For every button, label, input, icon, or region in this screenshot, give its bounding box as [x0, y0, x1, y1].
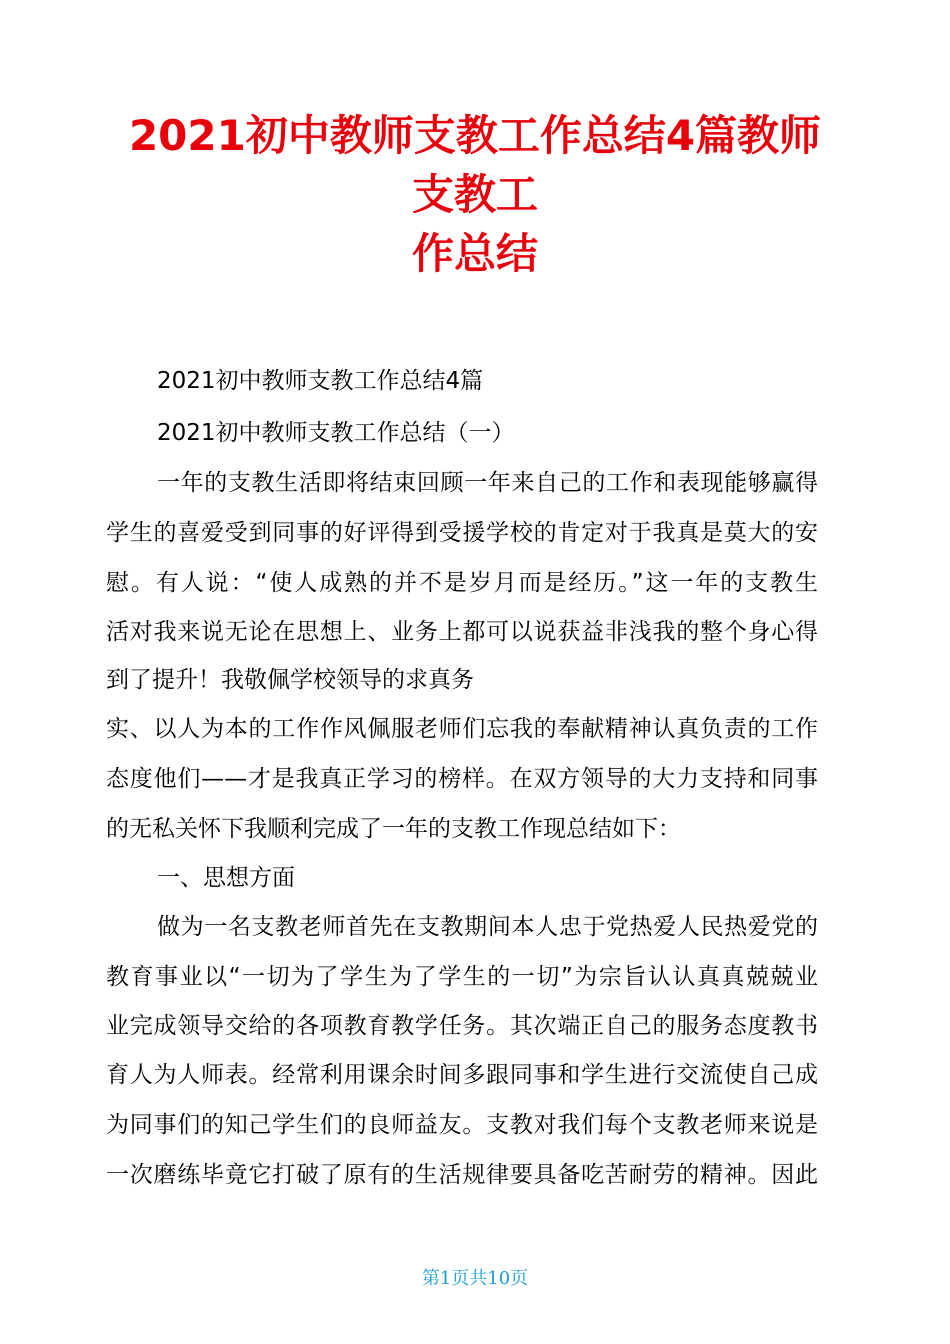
paragraph-line: 态度他们——才是我真正学习的榜样。在双方领导的大力支持和同事: [106, 766, 818, 792]
paragraph-line: 慰。有人说：“使人成熟的并不是岁月而是经历。”这一年的支教生: [106, 570, 818, 596]
document-subtitle: 2021初中教师支教工作总结4篇: [157, 368, 484, 394]
paragraph-line: 一年的支教生活即将结束回顾一年来自己的工作和表现能够赢得: [157, 470, 818, 496]
page-footer: 第1页共10页: [421, 1268, 529, 1289]
paragraph-line: 育人为人师表。经常利用课余时间多跟同事和学生进行交流使自己成: [106, 1062, 818, 1088]
paragraph-line: 活对我来说无论在思想上、业务上都可以说获益非浅我的整个身心得: [106, 619, 818, 645]
paragraph-line: 教育事业以“一切为了学生为了学生的一切”为宗旨认认真真兢兢业: [106, 964, 818, 990]
paragraph-line: 为同事们的知己学生们的良师益友。支教对我们每个支教老师来说是: [106, 1112, 818, 1138]
section-title: 2021初中教师支教工作总结（一）: [157, 420, 515, 446]
paragraph-line: 到了提升！我敬佩学校领导的求真务: [106, 667, 474, 693]
document-title-line-3: 作总结: [411, 229, 538, 278]
paragraph-line: 实、以人为本的工作作风佩服老师们忘我的奉献精神认真负责的工作: [106, 716, 818, 742]
paragraph-line: 业完成领导交给的各项教育教学任务。其次端正自己的服务态度教书: [106, 1013, 818, 1039]
document-title-line-2: 支教工: [411, 170, 538, 219]
paragraph-line: 的无私关怀下我顺利完成了一年的支教工作现总结如下：: [106, 816, 681, 842]
document-title-line-1: 2021初中教师支教工作总结4篇教师: [128, 111, 822, 160]
paragraph-line: 学生的喜爱受到同事的好评得到受援学校的肯定对于我真是莫大的安: [106, 520, 818, 546]
section-heading: 一、思想方面: [157, 865, 295, 891]
paragraph-line: 一次磨练毕竟它打破了原有的生活规律要具备吃苦耐劳的精神。因此: [106, 1162, 818, 1188]
paragraph-line: 做为一名支教老师首先在支教期间本人忠于党热爱人民热爱党的: [157, 914, 818, 940]
